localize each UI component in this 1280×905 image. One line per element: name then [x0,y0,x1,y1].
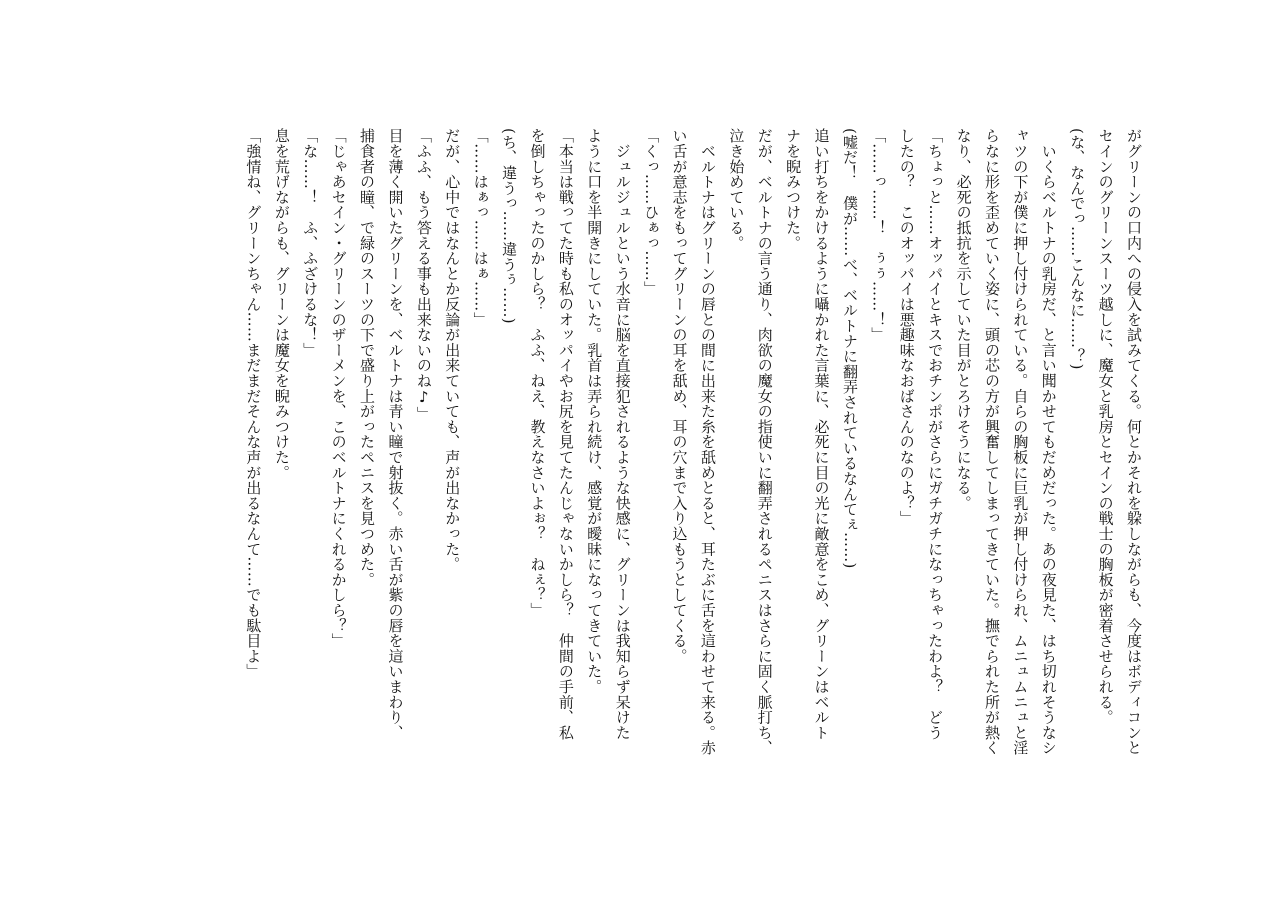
vertical-text-block [239,128,1148,756]
text-line: 「くっ……ひぁっ……」 [642,128,661,297]
text-line: 追い打ちをかけるように囁かれた言葉に、必死に目の光に敵意をこめ、グリーンはベルト [812,128,831,740]
text-line: いくらベルトナの乳房だ、と言い聞かせてもだめだった。あの夜見た、はち切れそうなシ [1039,128,1058,756]
text-line: を倒しちゃったのかしら？ ふふ、ねえ、教えなさいよぉ？ ねぇ？」 [528,128,547,618]
text-line: 息を荒げながらも、グリーンは魔女を睨みつけた。 [272,128,291,480]
text-line: (ち、違うっ……違うぅ……) [500,128,519,324]
text-line: 捕食者の瞳、で緑のスーツの下で盛り上がったペニスを見つめた。 [358,128,377,587]
text-line: ャツの下が僕に押し付けられている。自らの胸板に巨乳が押し付けられ、ムニュムニュと淫 [1011,128,1030,756]
text-line: 「じゃあセイン・グリーンのザーメンを、このベルトナにくれるかしら？」 [329,128,348,649]
text-line: ベルトナはグリーンの唇との間に出来た糸を舐めとると、耳たぶに舌を這わせて来る。赤 [698,128,717,756]
text-line: 「ふふ、もう答える事も出来ないのね♪」 [414,128,433,422]
text-line: 「……はぁっ……はぁ……」 [471,128,490,327]
text-line: セインのグリーンスーツ越しに、魔女と乳房とセインの戦士の胸板が密着させられる。 [1096,128,1115,725]
text-line: 「本当は戦ってた時も私のオッパイやお尻を見てたんじゃないかしら？ 仲間の手前、私 [556,128,575,740]
text-line: 「……っ……！ ぅぅ……！」 [869,128,888,343]
text-line: らなに形を歪めていく姿に、頭の芯の方が興奮してしまってきていた。撫でられた所が熱く [982,128,1001,756]
text-line: い舌が意志をもってグリーンの耳を舐め、耳の穴まで入り込もうとしてくる。 [670,128,689,664]
text-line: (嘘だ！ 僕が……べ、ベルトナに翻弄されているなんてぇ……) [840,128,859,569]
text-line: だが、ベルトナの言う通り、肉欲の魔女の指使いに翻弄されるペニスはさらに固く脈打ち、 [755,128,774,756]
text-line: 「な……！ ふ、ふざけるな！」 [301,128,320,358]
text-line: 泣き始めている。 [727,128,746,251]
text-line: なり、必死の抵抗を示していた目がとろけそうになる。 [954,128,973,511]
text-line: 目を薄く開いたグリーンを、ベルトナは青い瞳で射抜く。赤い舌が紫の唇を這いまわり、 [386,128,405,740]
text-line: したの？ このオッパイは悪趣味なおばさんのなのよ？」 [897,128,916,526]
text-line: ジュルジュルという水音に脳を直接犯されるような快感に、グリーンは我知らず呆けた [613,128,632,740]
text-line: (な、なんでっ……こんなに……？) [1068,128,1087,370]
text-line: ように口を半開きにしていた。乳首は弄られ続け、感覚が曖昧になってきていた。 [585,128,604,695]
text-line: 「ちょっと……オッパイとキスでおチンポがさらにガチガチになっちゃったわよ？ どう [926,128,945,740]
text-line: ナを睨みつけた。 [784,128,803,251]
text-line: 「強情ね、グリーンちゃん……まだまだそんな声が出るなんて……でも駄目よ」 [244,128,263,679]
text-line: だが、心中ではなんとか反論が出来ていても、声が出なかった。 [443,128,462,572]
text-line: がグリーンの口内への侵入を試みてくる。何とかそれを躱しながらも、今度はボディコンと [1125,128,1143,756]
